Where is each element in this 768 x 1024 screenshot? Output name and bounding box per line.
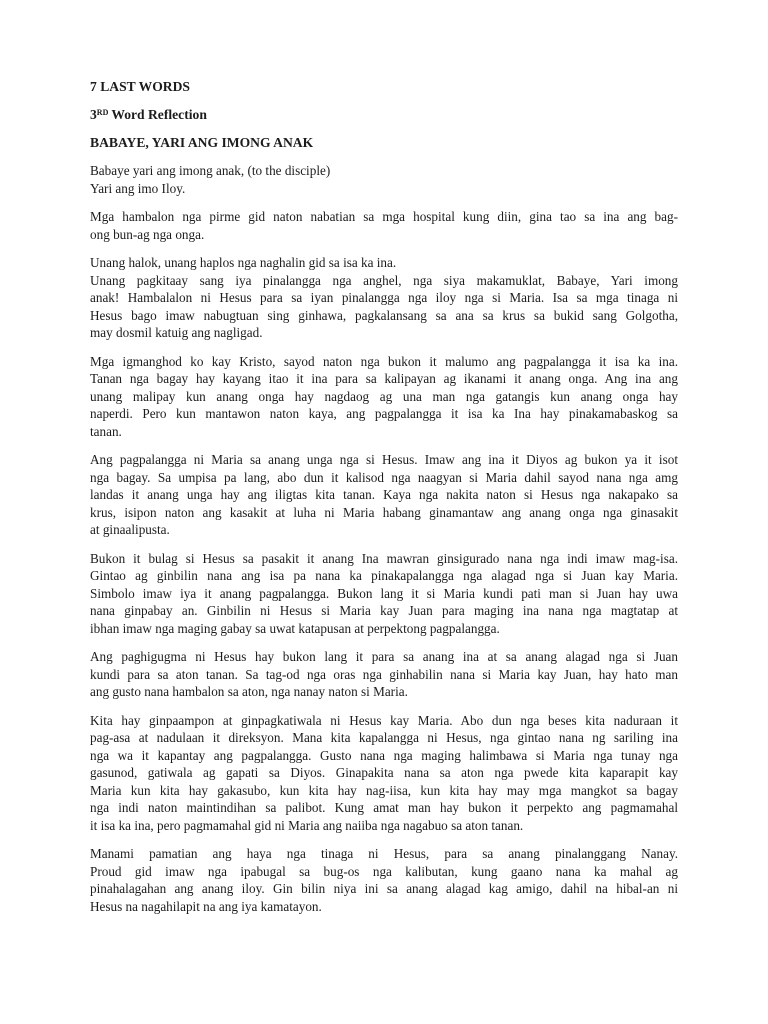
paragraph-line: nga bagay. Sa umpisa pa lang, abo dun it kalisod nga naagyan si Maria dahil sayod nana nga amg [90, 469, 678, 485]
paragraph-line: pag-asa at nadulaan it direksyon. Mana kita kapalangga ni Hesus, nga gintao nana ng sariling ina [90, 730, 678, 745]
paragraph-line: nana ginpabay an. Ginbilin ni Hesus si Maria kay Juan para maging ina nana nga magtatap at [90, 603, 678, 618]
section-heading: BABAYE, YARI ANG IMONG ANAK [90, 135, 314, 150]
paragraph-line: Proud gid imaw nga ipabugal sa bug-os nga kalibutan, kung gaano nana ka mahal ag [90, 863, 678, 879]
paragraph-line: Kita hay ginpaampon at ginpagkatiwala ni Hesus kay Maria. Abo dun nga beses kita naduraan it [90, 712, 678, 728]
subtitle-text: Word Reflection [111, 107, 207, 122]
paragraph [90, 353, 678, 441]
paragraph-line: Gintao ag ginbilin nana ang isa pa nana ka pinakapalangga nga alagad nga si Juan kay Maria. [90, 568, 678, 583]
paragraph-line: Hesus na nagahilapit na ang iya kamatayon. [90, 898, 322, 914]
paragraph [90, 162, 678, 197]
paragraph-line: Maria kun kita hay gakasubo, kun kita hay nag-iisa, kun kita hay may mga mangkot sa bagay [90, 782, 678, 798]
paragraph-gap [90, 342, 678, 353]
paragraph-line: nga indi naton maintindihan sa palibot. Kung amat man hay bukon it perpekto ang pagmamahal [90, 800, 678, 815]
document-body [90, 79, 678, 915]
paragraph-gap [90, 151, 678, 162]
paragraph-line: landas it anang unga hay ang iligtas kita tanan. Kaya nga nakita naton si Hesus nga nakapako sa [90, 487, 678, 502]
paragraph-line: Babaye yari ang imong anak, (to the disciple) [90, 163, 331, 178]
paragraph-line: Simbolo imaw iya it anang pagpalangga. Bukon lang it si Maria kundi pati man si Juan hay uwa [90, 585, 678, 601]
paragraph-gap [90, 539, 678, 550]
paragraph-line: anak! Hambalalon ni Hesus para sa iyan pinalangga nga iloy nga si Maria. Isa sa mga tinaga ni [90, 290, 678, 305]
paragraph [90, 451, 678, 539]
paragraph-line: unang malipay kun anang onga hay nagdaog ag una man nga gatangis kun anang onga hay [90, 388, 678, 404]
paragraph-gap [90, 701, 678, 712]
subtitle-number: 3 [90, 107, 97, 122]
paragraph-line: krus, isipon naton ang kasakit at luha ni Maria habang ginamantaw ang anang onga nga ginasakit [90, 504, 678, 520]
paragraph-line: ibhan imaw nga maging gabay sa uwat katapusan at perpektong pagpalangga. [90, 620, 500, 636]
paragraph-line: Manami pamatian ang haya nga tinaga ni Hesus, para sa anang pinalanggang Nanay. [90, 846, 678, 861]
paragraph-line: it isa ka ina, pero pagmamahal gid ni Maria ang naiiba nga nagabuo sa aton tanan. [90, 817, 524, 833]
paragraph-line: Bukon it bulag si Hesus sa pasakit it anang Ina mawran ginsigurado nana nga indi imaw mag-isa. [90, 550, 678, 566]
paragraph-gap [90, 243, 678, 254]
paragraph [90, 254, 678, 342]
paragraph-line: Mga igmanghod ko kay Kristo, sayod naton nga bukon it malumo ang pagpalangga it isa ka ina. [90, 353, 678, 369]
document-title: 7 LAST WORDS [90, 79, 190, 94]
paragraph-line: Unang halok, unang haplos nga naghalin gid sa isa ka ina. [90, 255, 397, 270]
paragraph-line: Yari ang imo Iloy. [90, 180, 186, 196]
paragraph [90, 208, 678, 243]
paragraph [90, 712, 678, 835]
paragraph-line: Ang paghigugma ni Hesus hay bukon lang it para sa anang ina at sa anang alagad nga si Juan [90, 649, 678, 664]
document-subtitle [90, 107, 678, 123]
paragraph-line: Ang pagpalangga ni Maria sa anang unga nga si Hesus. Imaw ang ina it Diyos ag bukon ya it isot [90, 452, 678, 467]
paragraph-line: at ginaalipusta. [90, 522, 170, 537]
paragraph-line: gasunod, gatiwala ag gapati sa Diyos. Ginapakita nana sa aton nga pwede kita kaparapit kay [90, 765, 678, 780]
paragraph-gap [90, 440, 678, 451]
paragraph-line: ang gusto nana hambalon sa aton, nga nanay naton si Maria. [90, 684, 408, 699]
paragraph-line: pinahalagahan ang anang iloy. Gin bilin niya ini sa anang alagad kag amigo, dahil na hibal-an ni [90, 881, 678, 896]
paragraph-gap [90, 834, 678, 845]
paragraph-line: Hesus bago imaw nabugtuan sing ginhawa, pagkalansang sa ana sa krus sa bukid sang Golgotha, [90, 307, 678, 323]
paragraph-line: Unang pagkitaay sang iya pinalangga nga anghel, nga siya makamuklat, Babaye, Yari imong [90, 272, 678, 288]
paragraph-gap [90, 197, 678, 208]
paragraph-line: kundi para sa aton tanan. Sa tag-od nga oras nga ginhabilin nana si Maria kay Juan, hay hato man [90, 666, 678, 682]
paragraph [90, 648, 678, 701]
paragraph-line: nga wa it kapantay ang pagpalangga. Gusto nana nga maging halimbawa si Maria nga tunay nga [90, 747, 678, 763]
paragraph-gap [90, 637, 678, 648]
paragraph-list [90, 151, 678, 915]
paragraph [90, 550, 678, 638]
paragraph-line: tanan. [90, 423, 122, 439]
paragraph-line: Mga hambalon nga pirme gid naton nabatian sa mga hospital kung diin, gina tao sa ina ang bag- [90, 209, 678, 224]
paragraph-line: naperdi. Pero kun mantawon naton kaya, ang pagpalangga it isa ka Ina hay pinakamabaskog sa [90, 406, 678, 421]
paragraph-line: Tanan nga bagay hay kayang itao it ina para sa kalipayan ag ikanami it anang onga. Ang ina ang [90, 371, 678, 386]
paragraph-line: ong bun-ag nga onga. [90, 226, 205, 242]
paragraph-line: may dosmil katuig ang nagligad. [90, 325, 263, 340]
paragraph [90, 845, 678, 915]
subtitle-ordinal: RD [96, 108, 109, 117]
